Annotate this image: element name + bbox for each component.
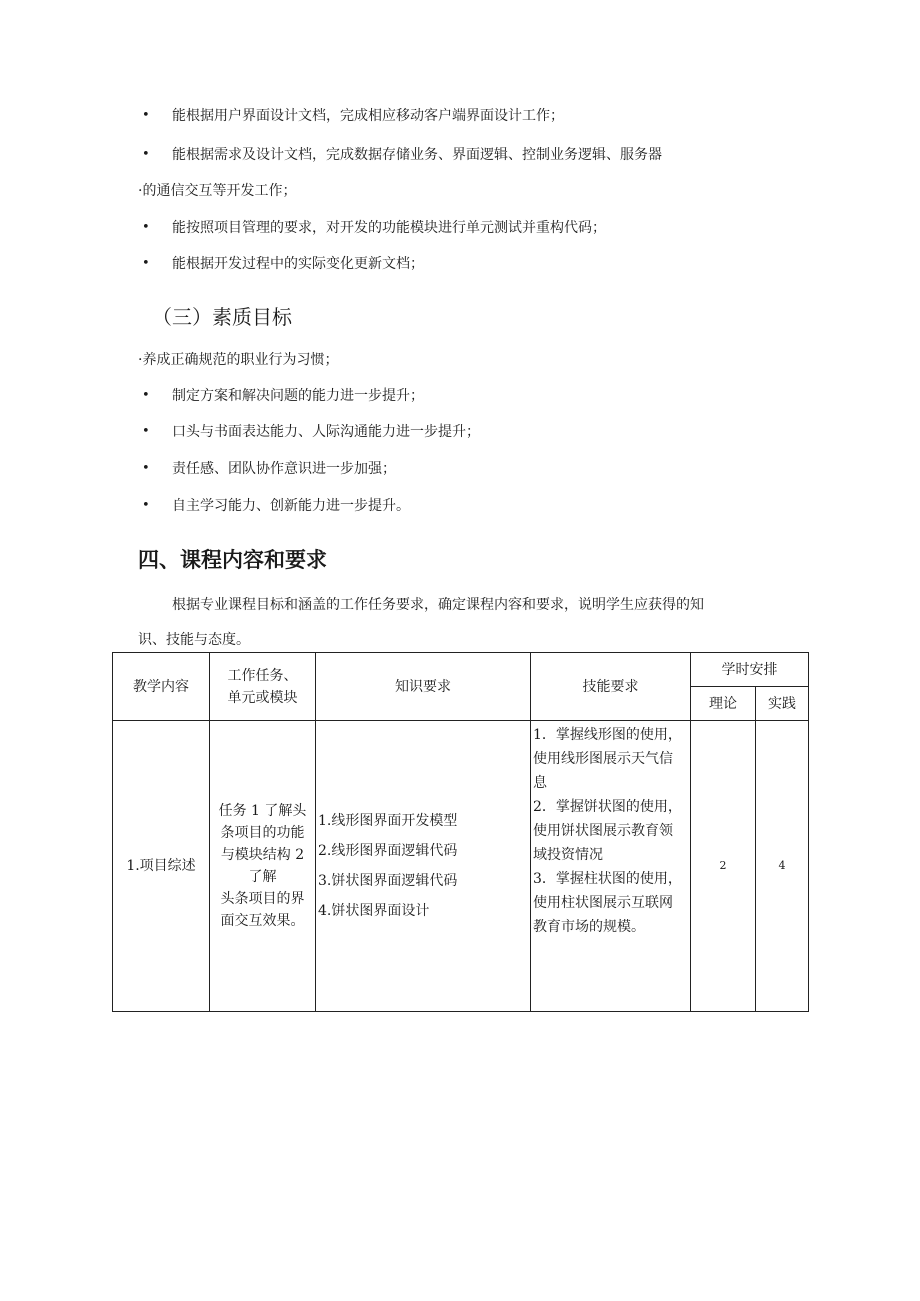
header-task-line2: 单元或模块 xyxy=(227,689,298,706)
knowledge-item: 2.线形图界面逻辑代码 xyxy=(318,843,458,859)
skill-item-2-continuation: ·的通信交互等开发工作； xyxy=(138,183,297,199)
task-line: 条项目的功能 xyxy=(220,825,305,841)
skill-item-4: 能根据开发过程中的实际变化更新文档； xyxy=(172,256,424,272)
row-knowledge xyxy=(316,721,531,1012)
knowledge-item: 4.饼状图界面设计 xyxy=(318,903,430,919)
skill-line: 息 xyxy=(533,775,547,791)
header-practice: 实践 xyxy=(756,687,809,721)
bullet-dot: • xyxy=(142,108,150,123)
knowledge-item: 3.饼状图界面逻辑代码 xyxy=(318,873,458,889)
row-skill xyxy=(531,721,691,1012)
bullet-dot: • xyxy=(142,424,150,439)
intro-line-2: 识、技能与态度。 xyxy=(138,632,250,648)
bullet-dot: • xyxy=(142,388,150,403)
row-content: 1.项目综述 xyxy=(113,721,210,1012)
skill-item-3: 能按照项目管理的要求，对开发的功能模块进行单元测试并重构代码； xyxy=(172,220,606,236)
table-header-row xyxy=(113,653,809,687)
quality-item-3: 责任感、团队协作意识进一步加强； xyxy=(172,461,396,477)
bullet-dot: • xyxy=(142,220,150,235)
row-task xyxy=(210,721,316,1012)
header-knowledge: 知识要求 xyxy=(316,653,531,721)
quality-first-line: ·养成正确规范的职业行为习惯； xyxy=(138,352,339,368)
skill-line: 使用饼状图展示教育领 xyxy=(533,823,673,839)
skill-line: 使用柱状图展示互联网 xyxy=(533,895,673,911)
row-theory: 2 xyxy=(691,721,756,1012)
task-line: 面交互效果。 xyxy=(220,913,305,929)
task-line: 与模块结构 2 xyxy=(220,847,305,863)
task-line: 头条项目的界 xyxy=(220,891,305,907)
skill-item-2: 能根据需求及设计文档，完成数据存储业务、界面逻辑、控制业务逻辑、服务器 xyxy=(172,147,662,163)
skill-line: 教育市场的规模。 xyxy=(533,919,645,935)
knowledge-item: 1.线形图界面开发模型 xyxy=(318,813,458,829)
quality-item-2: 口头与书面表达能力、人际沟通能力进一步提升； xyxy=(172,424,480,440)
skill-line: 域投资情况 xyxy=(533,847,603,863)
skill-line: 2．掌握饼状图的使用， xyxy=(533,799,682,815)
bullet-dot: • xyxy=(142,147,150,162)
quality-item-1: 制定方案和解决问题的能力进一步提升； xyxy=(172,388,424,404)
bullet-dot: • xyxy=(142,461,150,476)
header-task xyxy=(210,653,316,721)
skill-line: 1．掌握线形图的使用， xyxy=(533,727,682,743)
header-task-line1: 工作任务、 xyxy=(227,667,298,684)
table-row xyxy=(113,721,809,1012)
bullet-dot: • xyxy=(142,256,150,271)
quality-heading: （三）素质目标 xyxy=(152,305,292,329)
task-line: 任务 1 了解头 xyxy=(218,803,307,819)
skill-line: 3．掌握柱状图的使用， xyxy=(533,871,682,887)
row-practice: 4 xyxy=(756,721,809,1012)
header-content: 教学内容 xyxy=(113,653,210,721)
section-heading: 四、课程内容和要求 xyxy=(138,548,327,572)
task-line: 了解 xyxy=(248,869,277,885)
intro-line-1: 根据专业课程目标和涵盖的工作任务要求，确定课程内容和要求，说明学生应获得的知 xyxy=(172,597,704,613)
header-hours: 学时安排 xyxy=(691,653,809,687)
quality-item-4: 自主学习能力、创新能力进一步提升。 xyxy=(172,498,410,514)
course-table xyxy=(112,652,809,1012)
header-skill: 技能要求 xyxy=(531,653,691,721)
bullet-dot: • xyxy=(142,498,150,513)
header-theory: 理论 xyxy=(691,687,756,721)
skill-item-1: 能根据用户界面设计文档，完成相应移动客户端界面设计工作； xyxy=(172,108,564,124)
skill-line: 使用线形图展示天气信 xyxy=(533,751,673,767)
